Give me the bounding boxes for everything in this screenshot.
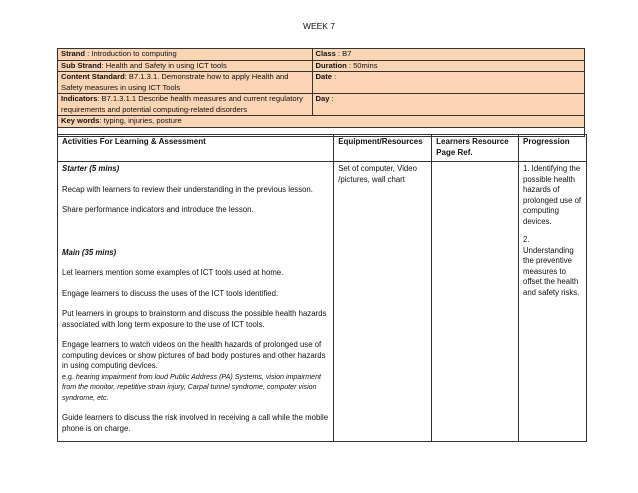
progression-cell — [519, 162, 587, 442]
indicators-row — [58, 94, 585, 116]
indicators-label: Indicators — [61, 94, 98, 103]
content-standard-cell — [58, 72, 313, 94]
week-title: WEEK 7 — [302, 21, 336, 31]
sub-strand-label: Sub Strand — [61, 60, 102, 70]
activities-cell — [58, 162, 334, 442]
strand-cell — [58, 49, 313, 61]
keywords-cell — [58, 116, 585, 128]
main-phone-risk: Guide learners to discuss the risk involved in receiving a call while the mobile phone is on charge. — [62, 413, 329, 433]
content-standard-label: Content Standard — [61, 72, 125, 81]
equipment-cell: Set of computer, Video /pictures, wall chart — [334, 162, 432, 442]
strand-value: : Introduction to computing — [85, 49, 177, 58]
main-videos: Engage learners to watch videos on the health hazards of prolonged use of computing devices or show pictures of bad body postures and other hazards in using computing devices. — [62, 340, 326, 370]
activities-table — [57, 134, 587, 442]
sub-strand-cell — [58, 60, 313, 72]
main-examples-prefix: e.g. — [62, 372, 76, 381]
col-equipment: Equipment/Resources — [334, 135, 432, 162]
starter-title: Starter (5 mins) — [62, 164, 120, 173]
lesson-header-table — [57, 48, 585, 137]
sub-strand-value: : Health and Safety in using ICT tools — [101, 60, 227, 70]
class-value: : B7 — [335, 49, 352, 58]
col-activities: Activities For Learning & Assessment — [58, 135, 334, 162]
content-standard-value: : B7.1.3.1. Demonstrate how to apply Health and Safety measures in using ICT Tools — [61, 72, 289, 92]
date-cell — [312, 72, 584, 94]
day-cell — [312, 94, 584, 116]
indicators-cell — [58, 94, 313, 116]
main-discuss-uses: Engage learners to discuss the uses of the ICT tools identified. — [62, 288, 279, 298]
main-examples — [62, 372, 329, 404]
duration-cell — [312, 60, 584, 72]
keywords-value: : typing, injuries, posture — [99, 116, 182, 125]
main-title-wrap — [62, 248, 329, 259]
main-brainstorm: Put learners in groups to brainstorm and discuss the possible health hazards associated with long term exposure to the use of ICT tools. — [62, 309, 327, 329]
duration-value: : 50mins — [346, 60, 378, 70]
learners-ref-cell — [432, 162, 519, 442]
starter-recap: Recap with learners to review their understanding in the previous lesson. — [62, 184, 313, 194]
date-label: Date — [315, 72, 332, 81]
starter-share: Share performance indicators and introduce the lesson. — [62, 205, 254, 214]
col-progression: Progression — [519, 135, 587, 162]
class-label: Class — [315, 49, 336, 58]
activities-header-row — [58, 135, 587, 162]
sub-strand-row — [58, 60, 585, 72]
main-mention: Let learners mention some examples of ICT tools used at home. — [62, 268, 284, 277]
starter-title-wrap — [62, 164, 329, 175]
day-label: Day — [315, 94, 330, 103]
duration-label: Duration — [315, 60, 347, 70]
main-title: Main (35 mins) — [62, 247, 117, 257]
day-value: : — [329, 94, 334, 103]
progression-item-2: 2. Understanding the preventive measures to offset the health and safety risks. — [523, 235, 580, 297]
class-cell — [312, 49, 584, 61]
keywords-row — [58, 116, 585, 128]
date-value: : — [332, 72, 337, 81]
activities-body-row — [58, 162, 587, 442]
strand-row — [58, 49, 585, 61]
indicators-value: : B7.1.3.1.1 Describe health measures and current regulatory requirements and potential computing-related disorders — [61, 94, 303, 114]
main-examples-text: hearing impairment from loud Public Address (PA) Systems, vision impairment from the monitor, repetitive strain injury, Carpal tunnel syndrome, computer vision syndrome, etc. — [62, 372, 322, 402]
keywords-label: Key words — [61, 116, 100, 125]
col-learners-ref: Learners Resource Page Ref. — [432, 135, 519, 162]
progression-item-1: 1. Identifying the possible health hazards of prolonged use of computing devices. — [523, 164, 582, 226]
strand-label: Strand — [61, 49, 86, 58]
content-standard-row — [58, 72, 585, 94]
